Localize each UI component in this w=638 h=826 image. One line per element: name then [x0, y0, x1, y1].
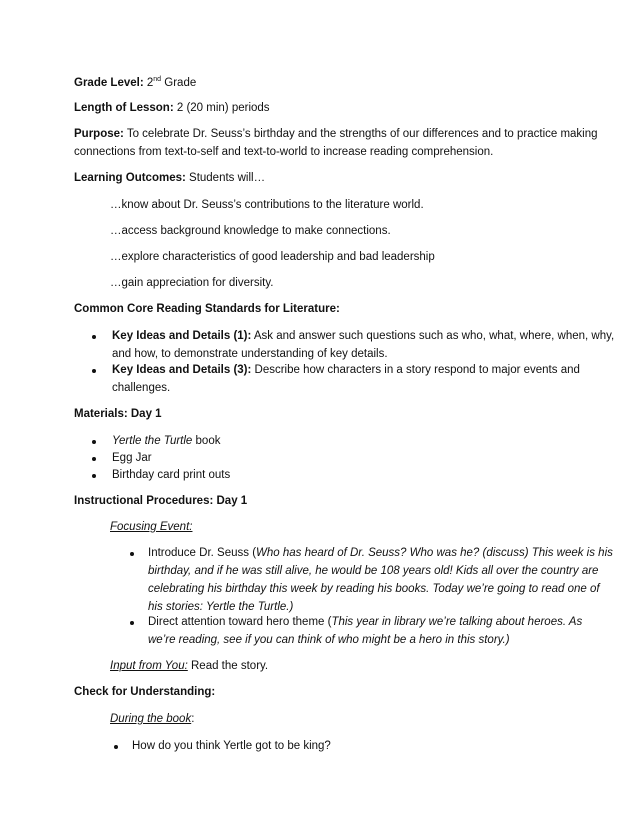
purpose-label: Purpose: — [74, 128, 124, 140]
materials-heading: Materials: Day 1 — [74, 408, 162, 420]
bullet-icon — [92, 474, 96, 478]
check-heading: Check for Understanding: — [74, 686, 216, 698]
outcome-item: …know about Dr. Seuss’s contributions to the literature world. — [110, 199, 424, 211]
bullet-icon — [114, 745, 118, 749]
procedure-bullet-1-cont: birthday, and if he was still alive, he would be 108 years old! Kids all over the country are — [148, 565, 599, 577]
standard-label: Key Ideas and Details (1): — [112, 330, 252, 342]
materials-item: Birthday card print outs — [112, 469, 231, 481]
outcome-item: …access background knowledge to make connections. — [110, 225, 391, 237]
materials-item: Egg Jar — [112, 452, 152, 464]
standard-label: Key Ideas and Details (3): — [112, 364, 252, 376]
outcomes-label: Learning Outcomes: — [74, 172, 186, 184]
grade-level-label: Grade Level: — [74, 77, 144, 89]
grade-suffix: nd — [153, 76, 162, 83]
grade-number: 2 — [146, 77, 154, 89]
during-book-label: During the book: — [110, 713, 195, 725]
bullet-icon — [92, 335, 96, 339]
procedure-bullet-2-cont: we’re reading, see if you can think of who might be a hero in this story.) — [148, 634, 510, 646]
question-item: How do you think Yertle got to be king? — [132, 740, 331, 752]
bullet-icon — [130, 552, 134, 556]
standard-item-2-cont: challenges. — [112, 382, 171, 394]
standard-item-1: Key Ideas and Details (1): Ask and answer such questions such as who, what, where, when, why, — [112, 330, 615, 342]
procedure-bullet-1-cont: his stories: Yertle the Turtle.) — [148, 601, 294, 613]
grade-text: Grade — [161, 77, 197, 89]
materials-item: Yertle the Turtle book — [112, 435, 221, 447]
lesson-length-value: 2 (20 min) periods — [173, 102, 270, 114]
procedure-bullet-2: Direct attention toward hero theme (This year in library we’re talking about heroes. As — [148, 616, 583, 628]
input-from-you-label: Input from You: — [110, 660, 188, 672]
outcome-item: …gain appreciation for diversity. — [110, 277, 274, 289]
book-title: Yertle the Turtle — [112, 435, 193, 447]
bullet-icon — [92, 457, 96, 461]
lesson-length-label: Length of Lesson: — [74, 102, 174, 114]
purpose-line-1 — [74, 127, 598, 141]
grade-level-line — [74, 76, 196, 90]
input-from-you-line: Input from You: Read the story. — [110, 660, 269, 672]
purpose-line-2: connections from text-to-self and text-to-world to increase reading comprehension. — [74, 146, 494, 158]
standards-heading: Common Core Reading Standards for Literature: — [74, 303, 340, 315]
standard-item-1-cont: and how, to demonstrate understanding of key details. — [112, 348, 388, 360]
standard-item-2: Key Ideas and Details (3): Describe how characters in a story respond to major events and — [112, 364, 580, 376]
purpose-text-1: To celebrate Dr. Seuss’s birthday and the strengths of our differences and to practice making — [123, 128, 598, 140]
bullet-icon — [130, 621, 134, 625]
bullet-icon — [92, 369, 96, 373]
outcome-item: …explore characteristics of good leadership and bad leadership — [110, 251, 435, 263]
procedure-bullet-1: Introduce Dr. Seuss (Who has heard of Dr. Seuss? Who was he? (discuss) This week is his — [148, 547, 613, 559]
lesson-length-line — [74, 101, 270, 115]
outcomes-line — [74, 171, 265, 185]
outcomes-intro: Students will… — [185, 172, 266, 184]
procedures-heading: Instructional Procedures: Day 1 — [74, 495, 248, 507]
focusing-event-label: Focusing Event: — [110, 521, 193, 533]
procedure-bullet-1-cont: celebrating his birthday this week by reading his books. Today we’re going to read one of — [148, 583, 600, 595]
bullet-icon — [92, 440, 96, 444]
